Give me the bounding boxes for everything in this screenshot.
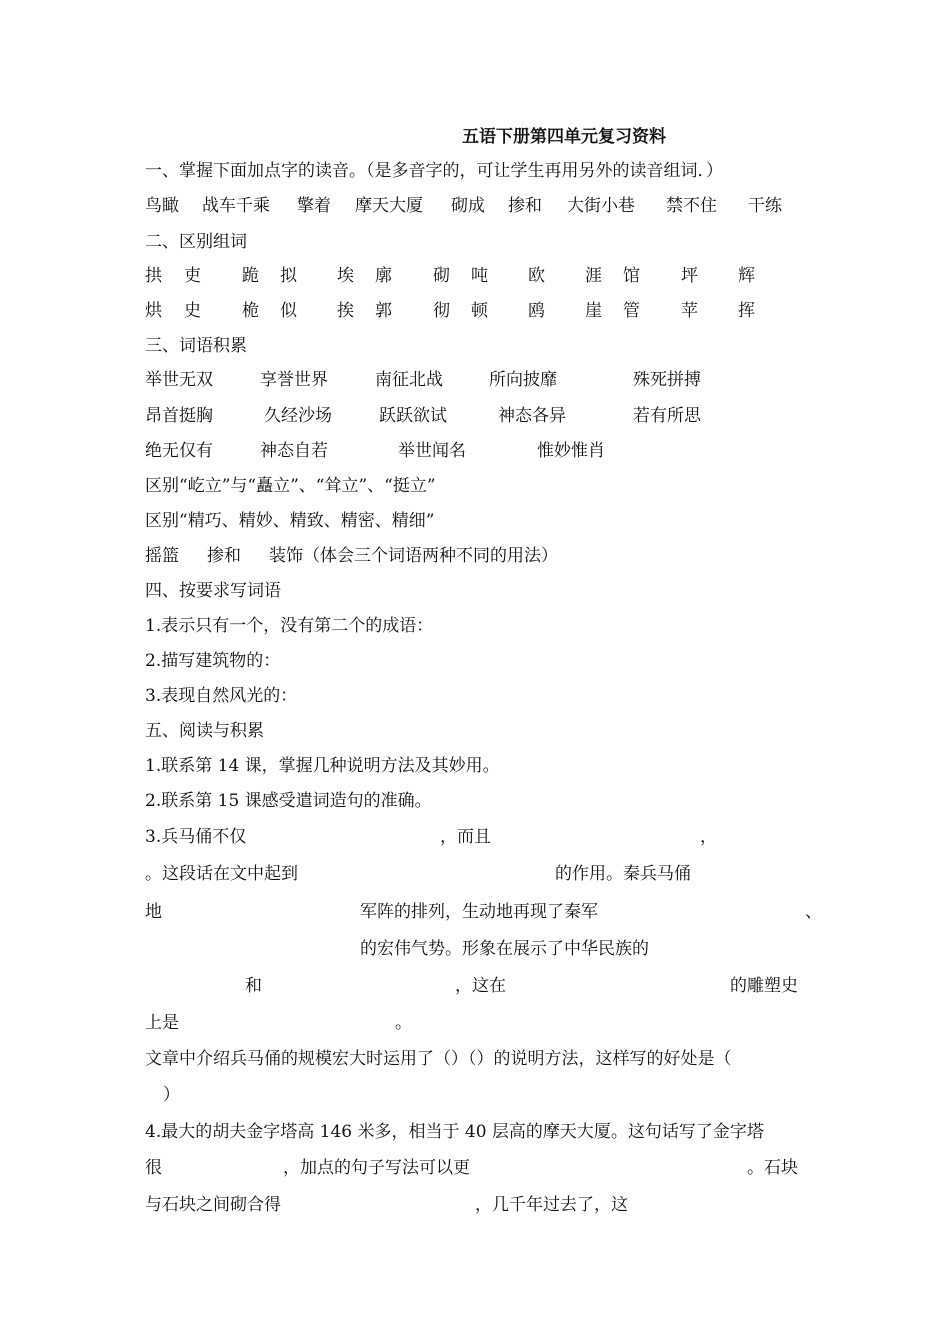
word-item: 战车千乘 [202, 196, 270, 216]
fill-text: 很 [145, 1158, 162, 1178]
fill-text: 、 [805, 902, 822, 922]
fill-text: 和 [245, 976, 262, 996]
char-item: 拟 [280, 266, 297, 286]
word-item: 禁不住 [666, 196, 717, 216]
char-item: 崖 [585, 301, 602, 321]
char-item: 吏 [184, 266, 201, 286]
question-5-2: 2.联系第 15 课感受遣词造句的准确。 [145, 791, 432, 811]
idiom-item: 所向披靡 [489, 370, 557, 390]
fill-text: ，几千年过去了，这 [475, 1195, 628, 1215]
fill-text: 3.兵马俑不仅 [145, 827, 247, 847]
fill-text: 的作用。秦兵马俑 [555, 864, 691, 884]
char-item: 拱 [145, 266, 162, 286]
section-2-heading: 二、区别组词 [145, 232, 247, 252]
question-5-1: 1.联系第 14 课，掌握几种说明方法及其妙用。 [145, 756, 500, 776]
fill-text: 。 [395, 1013, 412, 1033]
question-5-3-line-8: ） [163, 1085, 180, 1105]
idiom-item: 殊死拼搏 [633, 370, 701, 390]
question-4-3: 3.表现自然风光的： [145, 686, 298, 706]
fill-text: 军阵的排列，生动地再现了秦军 [360, 902, 598, 922]
char-item: 鸥 [528, 301, 545, 321]
char-item: 烘 [145, 301, 162, 321]
idiom-item: 举世闻名 [398, 441, 466, 461]
idiom-item: 久经沙场 [264, 406, 332, 426]
char-item: 郭 [375, 301, 392, 321]
char-item: 埃 [337, 266, 354, 286]
word-item: 干练 [748, 196, 782, 216]
word-item: 摩天大厦 [355, 196, 423, 216]
question-5-4-line-1: 4.最大的胡夫金字塔高 146 米多，相当于 40 层高的摩天大厦。这句话写了金字塔 [145, 1122, 764, 1142]
idiom-item: 享誉世界 [260, 370, 328, 390]
char-item: 跪 [242, 266, 259, 286]
fill-text: 。石块 [747, 1158, 798, 1178]
distinguish-line-2: 区别“精巧、精妙、精致、精密、精细” [145, 511, 435, 531]
idiom-item: 跃跃欲试 [379, 406, 447, 426]
word-item: 擎着 [297, 196, 331, 216]
idiom-item: 昂首挺胸 [145, 406, 213, 426]
fill-text: ，这在 [455, 976, 506, 996]
char-item: 辉 [738, 266, 755, 286]
char-item: 苹 [681, 301, 698, 321]
question-5-3-line-7: 文章中介绍兵马俑的规模宏大时运用了（）（）的说明方法，这样写的好处是（ [145, 1049, 732, 1069]
idiom-item: 若有所思 [633, 406, 701, 426]
usage-note: 装饰（体会三个词语两种不同的用法） [269, 546, 558, 566]
fill-text: 。这段话在文中起到 [145, 864, 298, 884]
char-item: 管 [623, 301, 640, 321]
idiom-item: 神态各异 [498, 406, 566, 426]
question-4-2: 2.描写建筑物的： [145, 651, 281, 671]
char-item: 挥 [738, 301, 755, 321]
char-item: 廓 [375, 266, 392, 286]
section-1-heading: 一、掌握下面加点字的读音。（是多音字的，可让学生再用另外的读音组词．） [145, 161, 723, 181]
idiom-item: 南征北战 [375, 370, 443, 390]
char-item: 坪 [681, 266, 698, 286]
section-3-heading: 三、词语积累 [145, 336, 247, 356]
idiom-item: 惟妙惟肖 [537, 441, 605, 461]
fill-text: ，而且 [440, 827, 491, 847]
document-title: 五语下册第四单元复习资料 [462, 127, 666, 147]
char-item: 砌 [433, 266, 450, 286]
fill-text: 的雕塑史 [730, 976, 798, 996]
char-item: 彻 [433, 301, 450, 321]
distinguish-line-1: 区别“屹立”与“矗立”、“耸立”、“挺立” [145, 476, 436, 496]
idiom-item: 举世无双 [145, 370, 213, 390]
char-item: 桅 [242, 301, 259, 321]
fill-text: 地 [145, 902, 162, 922]
char-item: 吨 [471, 266, 488, 286]
idiom-item: 神态自若 [260, 441, 328, 461]
word-item: 大街小巷 [567, 196, 635, 216]
char-item: 涯 [585, 266, 602, 286]
char-item: 顿 [471, 301, 488, 321]
word-item: 鸟瞰 [145, 196, 179, 216]
fill-text: ，加点的句子写法可以更 [283, 1158, 470, 1178]
fill-text: 与石块之间砌合得 [145, 1195, 281, 1215]
section-5-heading: 五、阅读与积累 [145, 721, 264, 741]
char-item: 挨 [337, 301, 354, 321]
fill-text: ， [700, 827, 717, 847]
char-item: 似 [280, 301, 297, 321]
char-item: 欧 [528, 266, 545, 286]
char-item: 馆 [623, 266, 640, 286]
section-4-heading: 四、按要求写词语 [145, 581, 281, 601]
char-item: 史 [184, 301, 201, 321]
word-item: 砌成 [451, 196, 485, 216]
question-4-1: 1.表示只有一个，没有第二个的成语： [145, 616, 434, 636]
word-item: 掺和 [508, 196, 542, 216]
idiom-item: 绝无仅有 [145, 441, 213, 461]
usage-word: 掺和 [207, 546, 241, 566]
fill-text: 的宏伟气势。形象在展示了中华民族的 [360, 939, 649, 959]
usage-word: 摇篮 [145, 546, 179, 566]
fill-text: 上是 [145, 1013, 179, 1033]
